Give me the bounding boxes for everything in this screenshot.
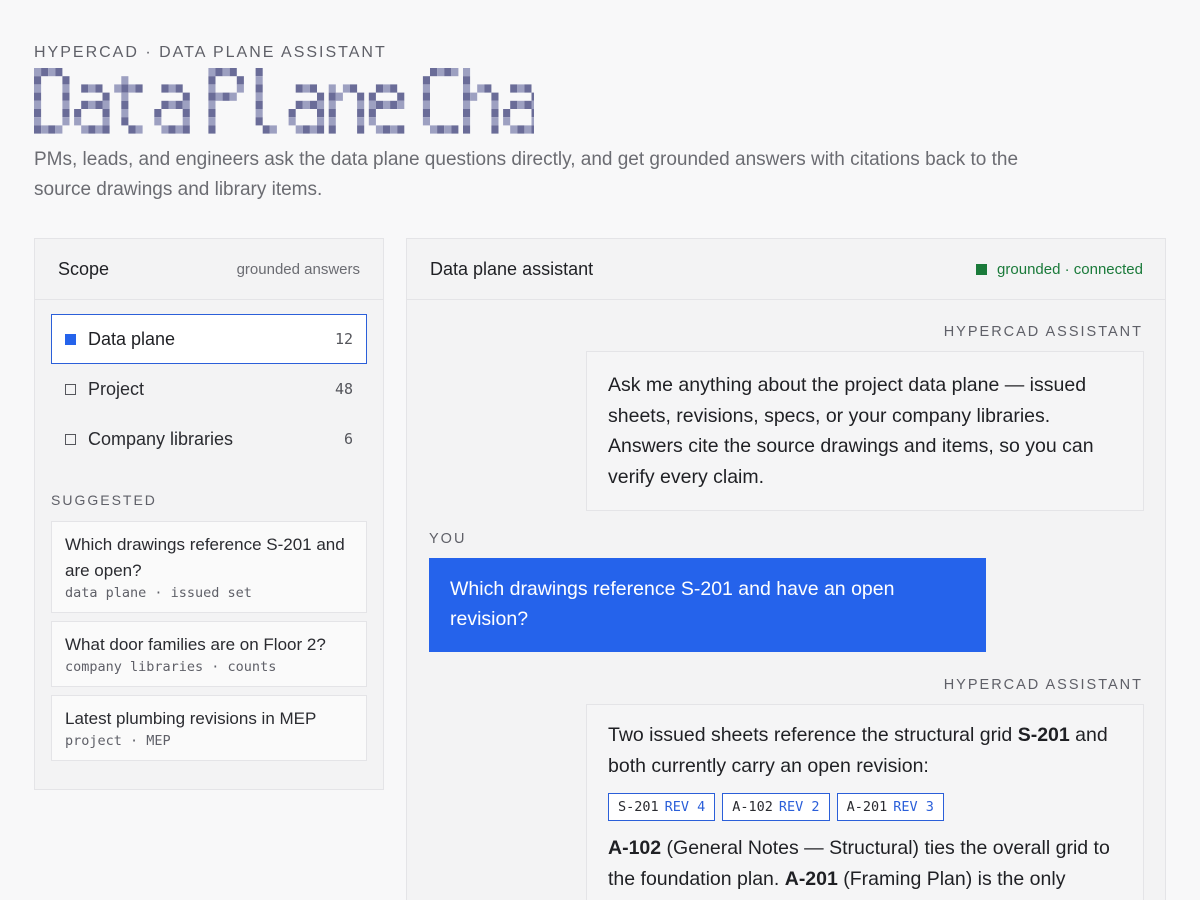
suggested-question[interactable] [51, 521, 367, 613]
intro-bold: S-201 [1017, 724, 1070, 746]
chat-panel [406, 238, 1166, 900]
suggested-question[interactable] [51, 621, 367, 687]
suggested-question-text: What door families are on Floor 2? [65, 635, 326, 654]
title-glyph [503, 84, 534, 133]
assistant-message [586, 351, 1144, 511]
title-glyph [256, 68, 277, 134]
page-title [34, 66, 534, 136]
scope-item-count: 48 [334, 380, 353, 398]
suggested-question-text: Which drawings reference S-201 and are open? [65, 535, 345, 580]
checkbox-checked-icon [65, 334, 76, 345]
message-role-assistant: HYPERCAD ASSISTANT [943, 677, 1143, 693]
scope-item-data-plane[interactable] [51, 314, 367, 364]
title-glyph [208, 68, 244, 134]
title-glyph [369, 84, 405, 133]
message-role-assistant: HYPERCAD ASSISTANT [943, 324, 1143, 340]
suggested-question-text: Latest plumbing revisions in MEP [65, 709, 317, 728]
scope-note: grounded answers [236, 260, 360, 278]
title-glyph [463, 68, 499, 134]
status-indicator [976, 261, 1143, 278]
citation-chip[interactable] [837, 793, 944, 821]
assistant-answer-intro [608, 720, 1122, 781]
chat-title: Data plane assistant [430, 258, 594, 279]
assistant-answer-body [608, 833, 1122, 894]
citation-rev: REV 4 [664, 799, 706, 815]
citation-sheet: A-201 [846, 799, 888, 815]
chat-header [407, 239, 1165, 300]
scope-item-label: Data plane [88, 328, 176, 349]
scope-item-label: Company libraries [88, 428, 234, 449]
suggested-question-meta: project · MEP [65, 733, 171, 749]
title-glyph [114, 76, 142, 133]
scope-title: Scope [58, 258, 110, 279]
assistant-message-text: Ask me anything about the project data plane — issued sheets, revisions, specs, or your company libraries. Answers cite the source drawings and items, so you can verify every claim. [608, 374, 1094, 488]
citation-list [608, 793, 1122, 821]
suggested-question[interactable] [51, 695, 367, 761]
citation-sheet: S-201 [618, 799, 659, 815]
pixel-title-graphic [34, 66, 534, 136]
suggested-question-meta: data plane · issued set [65, 585, 252, 601]
checkbox-unchecked-icon [65, 434, 76, 445]
title-glyph [34, 68, 70, 134]
user-message [429, 558, 986, 652]
citation-rev: REV 3 [893, 799, 934, 815]
scope-panel [34, 238, 384, 790]
citation-sheet: A-102 [732, 799, 773, 815]
suggested-question-meta: company libraries · counts [65, 659, 277, 675]
citation-chip[interactable] [608, 793, 715, 821]
scope-item-count: 12 [334, 330, 353, 348]
citation-chip[interactable] [722, 793, 829, 821]
message-role-user: YOU [429, 531, 467, 547]
scope-item-count: 6 [343, 430, 353, 448]
intro-text-end: and both currently carry an open revision: [608, 724, 1108, 777]
title-glyph [329, 84, 365, 133]
assistant-message [586, 704, 1144, 900]
page-subtitle: PMs, leads, and engineers ask the data plane questions directly, and get grounded answers with citations back to the source drawings and library items. [34, 149, 1019, 200]
scope-list [35, 300, 383, 464]
title-glyph [289, 84, 325, 133]
suggested-heading: SUGGESTED [51, 492, 157, 508]
body-bold: A-102 [608, 837, 662, 859]
page-eyebrow: HYPERCAD · DATA PLANE ASSISTANT [34, 44, 387, 61]
status-text: grounded · connected [997, 260, 1143, 278]
user-message-text: Which drawings reference S-201 and have an open revision? [450, 578, 895, 630]
body-bold: A-201 [784, 867, 838, 890]
scope-item-label: Project [88, 378, 145, 399]
intro-text: Two issued sheets reference the structural grid [608, 724, 1018, 746]
title-glyph [74, 84, 110, 133]
body-text: (Framing Plan) is the only [837, 867, 1066, 890]
scope-item-project[interactable] [51, 364, 367, 414]
title-glyph [423, 68, 459, 134]
body-text: (General Notes — Structural) ties the overall grid to the foundation plan. [608, 837, 1110, 890]
citation-rev: REV 2 [778, 799, 820, 815]
checkbox-unchecked-icon [65, 384, 76, 395]
status-dot-icon [976, 264, 987, 275]
title-glyph [154, 84, 190, 133]
scope-item-company-libraries[interactable] [51, 414, 367, 464]
scope-header [35, 239, 383, 300]
